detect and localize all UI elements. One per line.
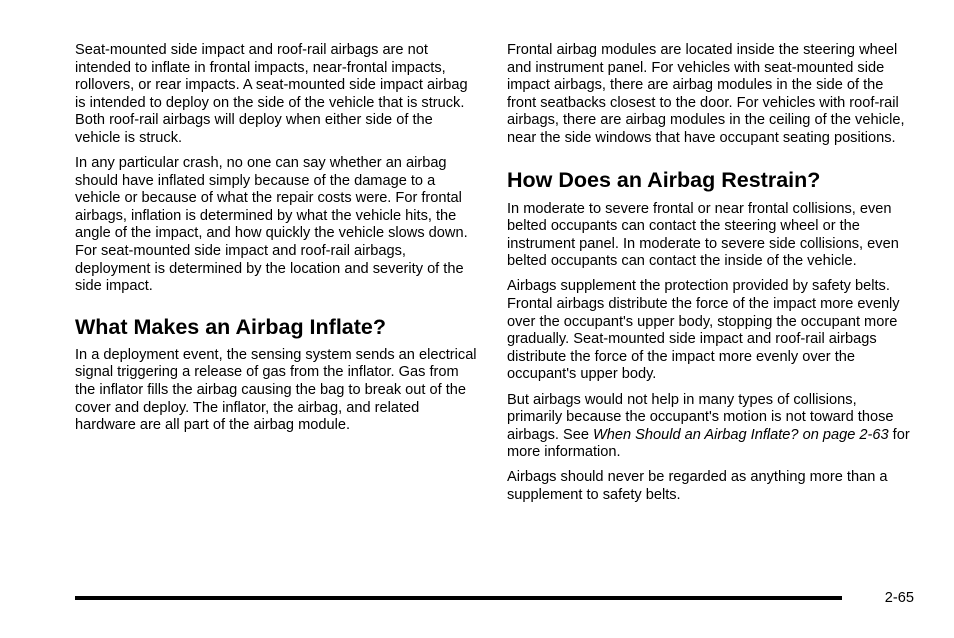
heading-how-restrain: How Does an Airbag Restrain? — [507, 167, 821, 192]
footer-rule — [75, 596, 842, 600]
left-column — [75, 42, 479, 442]
paragraph-crash-inflation: In any particular crash, no one can say whether an airbag should have inflated simply because of the damage to a vehicle or because of what the repair costs were. For frontal airbags, inflation is determined by what the vehicle hits, the angle of the impact, and how quickly the vehicle slows down. For seat-mounted side impact and roof-rail airbags, deployment is determined by the location and severity of the side impact. — [75, 155, 468, 295]
paragraph-cross-reference — [507, 392, 911, 462]
paragraph-side-airbag-intent: Seat-mounted side impact and roof-rail airbags are not intended to inflate in frontal impacts, near-frontal impacts, rollovers, or rear impacts. A seat-mounted side impact airbag is intended to deploy on the side of the vehicle that is struck. Both roof-rail airbags will deploy when either side of the vehicle is struck. — [75, 42, 468, 146]
paragraph-never-regarded: Airbags should never be regarded as anything more than a supplement to safety belts. — [507, 469, 888, 503]
paragraph-module-locations: Frontal airbag modules are located inside the steering wheel and instrument panel. For vehicles with seat-mounted side impact airbags, there are airbag modules in the side of the front seatbacks closest to the door. For vehicles with roof-rail airbags, there are airbag modules in the ceiling of the vehicle, near the side windows that have occupant seating positions. — [507, 42, 905, 146]
cross-reference-tail: for more information. — [507, 426, 910, 461]
cross-reference-link[interactable]: When Should an Airbag Inflate? on page 2-63 — [593, 426, 889, 443]
right-column — [507, 42, 911, 512]
page-number: 2-65 — [884, 590, 914, 606]
paragraph-supplement-protection: Airbags supplement the protection provided by safety belts. Frontal airbags distribute the force of the impact more evenly over the occupant's upper body, stopping the occupant more gradually. Seat-mounted side impact and roof-rail airbags distribute the force of the impact more evenly over the occupant's upper body. — [507, 278, 900, 383]
paragraph-deployment-event: In a deployment event, the sensing system sends an electrical signal triggering a release of gas from the inflator. Gas from the inflator fills the airbag causing the bag to break out of the cover and deploy. The inflator, the airbag, and related hardware are all part of the airbag module. — [75, 346, 477, 434]
heading-what-makes-inflate: What Makes an Airbag Inflate? — [75, 314, 387, 339]
cross-reference-lead: But airbags would not help in many types of collisions, primarily because the occupant's motion is not toward those airbags. See — [507, 391, 894, 443]
paragraph-collision-contact: In moderate to severe frontal or near frontal collisions, even belted occupants can contact the steering wheel or the instrument panel. In moderate to severe side collisions, even belted occupants can contact the inside of the vehicle. — [507, 200, 899, 270]
